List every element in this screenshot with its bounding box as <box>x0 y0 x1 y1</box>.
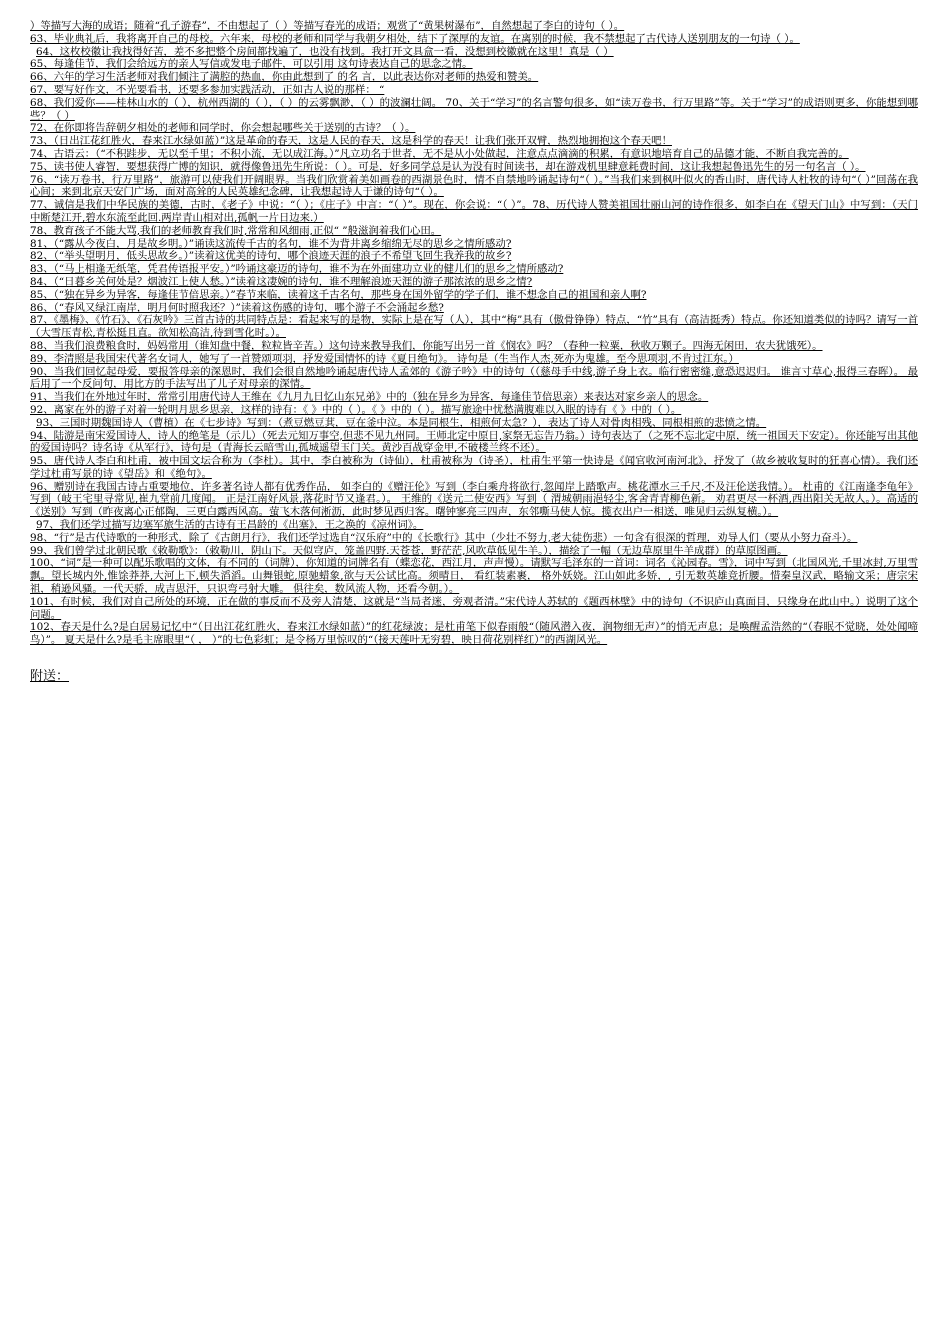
question-94: 94、陆游是南宋爱国诗人，诗人的绝笔是（示儿）（死去元知万事空,但悲不见九州同。王师北定中原日,家祭无忘告乃翁。）诗句表达了（之死不忘北定中原，统一祖国天下安定）。你还能写出其他的爱国诗吗？诗名诗《从军行》，诗句是（青海长云暗雪山,孤城遥望玉门关。黄沙百战穿金甲,不破楼兰终不还）。 <box>30 429 918 455</box>
question-95: 95、唐代诗人李白和杜甫，被中国文坛合称为（李杜）。其中，李白被称为（诗仙），杜甫被称为（诗圣），杜甫生平第一快诗是《闻官收河南河北》，抒发了（故乡被收复时的狂喜心情）。我们还学过杜甫写景的诗《望岳》和《绝句》。 <box>30 455 918 480</box>
question-82: 82、（“举头望明月，低头思故乡。）”读着这优美的诗句，哪个浪迹天涯的浪子不希望飞回生我养我的故乡? <box>30 250 512 263</box>
question-77: 77、诚信是我们中华民族的美德，古时，《老子》中说：“（ ）；《庄子》中言：“（ ）”。现在，你会说：“（ ）”。78、历代诗人赞美祖国壮丽山河的诗作很多，如李白在《望天门山》中写到：（天门中断楚江开,碧水东流至此回.两岸青山相对出,孤帆一片日边来.） <box>30 199 918 224</box>
question-76: 76、“读万卷书，行万里路”，旅游可以使我们开阔眼界。当我们欣赏着美如画卷的西湖景色时，情不自禁地吟诵起诗句“（ ）。”当我们来到枫叶似火的香山时，唐代诗人杜牧的诗句“（ ）”回荡在我心间；来到北京天安门广场，面对高耸的人民英雄纪念碑，让我想起诗人于谦的诗句“（ ）。 <box>30 173 918 199</box>
question-96: 96、赠别诗在我国古诗占重要地位，许多著名诗人都有优秀作品， 如李白的《赠汪伦》写到（李白乘舟将欲行,忽闻岸上踏歌声。桃花潭水三千尺,不及汪伦送我情。）。 杜甫的《江南逢李龟年》写到（岐王宅里寻常见,崔九堂前几度闻。 正是江南好风景,落花时节又逢君。）。 王维的《送元二使安西》写到（ 渭城朝雨浥轻尘,客舍青青柳色新。 劝君更尽一杯酒,西出阳关无故人。）。高适的《送别》写到（昨夜离心正郁陶，三更白露西风高。萤飞木落何淅沥，此时梦见西归客。曙钟寥亮三四声，东邻嘶马使人惊。揽衣出户一相送，唯见归云纵复横。）。 <box>30 480 918 519</box>
question-73: 73、（日出江花红胜火，春来江水绿如蓝）”这是革命的春天，这是人民的春天，这是科学的春天！让我们张开双臂，热烈地拥抱这个春天吧！ <box>30 135 672 148</box>
question-84: 84、（“日暮乡关何处是？烟波江上使人愁。）”读着这凄婉的诗句，谁不理解浪迹天涯的游子那浓浓的思乡之情? <box>30 275 533 288</box>
question-99: 99、我们曾学过北朝民歌《敕勒歌》：（敕勒川，阴山下。天似穹庐，笼盖四野.天苍苍，野茫茫,风吹草低见牛羊。），描绘了一幅（无边草原里牛羊成群）的草原图画。 <box>30 544 788 557</box>
question-66: 66、六年的学习生活老师对我们倾注了满腔的热血，你由此想到了 的名 言，以此表达你对老师的热爱和赞美。 <box>30 71 539 84</box>
question-81: 81、（“露从今夜白，月是故乡明。）”诵读这流传千古的名句，谁不为背井离乡缩绵无尽的思乡之情所感动? <box>30 237 512 250</box>
document-page <box>30 20 918 685</box>
question-78: 78、教育孩子不能大骂,我们的老师教育我们时,常常和风细雨,正似“ ”般滋润着我们心田。 <box>30 224 442 237</box>
question-72: 72、在你即将告辞朝夕相处的老师和同学时，你会想起哪些关于送别的古诗？（ ）。 <box>30 122 416 135</box>
question-75: 75、读书使人睿智，要想获得广博的知识，就得像鲁迅先生所说：（ ）。可是，好多同学总是认为没有时间读书，却在游戏机里肆意耗费时间，这让我想起鲁迅先生的另一句名言（ ）。 <box>30 160 866 173</box>
question-62-continued: ）等描写大海的成语；随着“孔子游春”，不由想起了（ ）等描写春光的成语；观赏了“黄果树瀑布”，自然想起了李白的诗句（ ）。 <box>30 20 625 32</box>
question-83: 83、（“马上相逢无纸笔，凭君传语报平安。）”吟诵这豪迈的诗句，谁不为在外面建功立业的健儿们的思乡之情所感动? <box>30 263 564 276</box>
question-92: 92、离家在外的游子对着一轮明月思乡思亲，这样的诗有：《 》中的（ ）。《 》中的（ ）。描写旅途中忧愁满腹难以入眠的诗有《 》中的（ ）。 <box>30 403 682 416</box>
question-102: 102、春天是什么?是白居易记忆中“（日出江花红胜火，春来江水绿如蓝）”的红花绿波；是杜甫笔下似春雨般“（随风潜入夜，润物细无声）”的悄无声息；是唤醒孟浩然的“（春眠不觉晓，处处闻啼鸟）”。 夏天是什么?是毛主席眼里“（ ， ）”的七色彩虹；是令杨万里惊叹的“（接天莲叶无穷碧，映日荷花别样红）”的西湖风光。 <box>30 621 918 647</box>
question-100: 100、“词”是一种可以配乐歌唱的文体，有不同的（词牌），你知道的词牌名有（蝶恋花，西江月，声声慢）。请默写毛泽东的一首词：词名《沁园春。雪》，词中写到（北国风光,千里冰封,万里雪飘。望长城内外,惟馀莽莽,大河上下,顿失滔滔。山舞银蛇,原驰蜡象,欲与天公试比高。须晴日， 看红装素裹， 格外妖娆。江山如此多娇，, 引无数英雄竞折腰。惜秦皇汉武，略输文采；唐宗宋祖，稍逊风骚。一代天骄，成吉思汗，只识弯弓射大雕。 俱往矣，数风流人物，还看今朝。）。 <box>30 557 918 596</box>
question-74: 74、古语云：（“不积跬步，无以至千里；不积小流，无以成江海。）”凡立功名于世者，无不是从小处做起，注意点点滴滴的积累，有意识地培育自己的品德才能，不断自我完善的。 <box>30 147 849 160</box>
question-65: 65、每逢佳节，我们会给远方的亲人写信或发电子邮件，可以引用 这句诗表达自己的思念之情。 <box>30 58 473 71</box>
question-101: 101、有时候，我们对自己所处的环境，正在做的事反而不及旁人清楚，这就是“当局者迷，旁观者清。”宋代诗人苏轼的《题西林壁》中的诗句（不识庐山真面目，只缘身在此山中。）说明了这个问题。 <box>30 595 918 621</box>
question-63: 63、毕业典礼后，我将离开自己的母校。六年来，母校的老师和同学与我朝夕相处，结下了深厚的友谊。在离别的时候，我不禁想起了古代诗人送别朋友的一句诗（ ）。 <box>30 32 800 45</box>
attachment-label: 附送： <box>30 669 70 685</box>
question-86: 86、（“春风又绿江南岸，明月何时照我还？）”读着这伤感的诗句，哪个游子不会涌起乡愁? <box>30 301 444 314</box>
question-93: 93、三国时期魏国诗人（曹植）在《七步诗》写到：（煮豆燃豆萁，豆在釜中泣。本是同根生，相煎何太急？），表达了诗人对骨肉相残、同根相煎的悲愤之情。 <box>36 416 767 429</box>
question-90: 90、当我们回忆起母爱，要报答母亲的深恩时，我们会很自然地吟诵起唐代诗人孟郊的《游子吟》中的诗句（（慈母手中线,游子身上衣。临行密密缝,意恐迟迟归。 谁言寸草心,报得三春晖）。 最后用了一个反问句，用比方的手法写出了儿子对母亲的深情。 <box>30 365 918 391</box>
question-68-70: 68、我们爱你——桂林山水的（ ），杭州西湖的（ ），（ ）的云雾飘渺，（ ）的波澜壮阔。 70、关于“学习”的名言警句很多，如“读万卷书，行万里路”等。关于“学习”的成语则更多，你能想到哪些？（ ） <box>30 96 918 122</box>
question-89: 89、李清照是我国宋代著名女词人，她写了一首赞颂项羽，抒发爱国情怀的诗《夏日绝句》。 诗句是（生当作人杰,死亦为鬼雄。至今思项羽,不肯过江东。） <box>30 352 739 365</box>
question-98: 98、“行”是古代诗歌的一种形式，除了《古朗月行》，我们还学过选自“汉乐府”中的《长歌行》其中（少壮不努力,老大徒伤悲）一句含有很深的哲理，劝导人们（要从小努力奋斗）。 <box>30 531 858 544</box>
question-67: 67、要写好作文，不光要看书，还要多参加实践活动，正如古人说的那样： “ <box>30 83 385 96</box>
question-87: 87、《墨梅》、《竹石》、《石灰吟》三首古诗的共同特点是：看起来写的是物，实际上是在写（人），其中“梅”具有（傲骨铮铮）特点，“竹”具有（高洁挺秀）特点。你还知道类似的诗吗？请写一首（大雪压青松,青松挺且直。欲知松高洁,待到雪化时。）。 <box>30 314 918 340</box>
question-88: 88、当我们浪费粮食时，妈妈常用（谁知盘中餐，粒粒皆辛苦。）这句诗来教导我们，你能写出另一首《悯农》吗？（春种一粒粟，秋收万颗子。四海无闲田，农夫犹饿死）。 <box>30 339 823 352</box>
question-91: 91、当我们在外地过年时，常常引用唐代诗人王维在《九月九日忆山东兄弟》中的（独在异乡为异客，每逢佳节倍思亲）来表达对家乡亲人的思念。 <box>30 391 709 404</box>
question-64: 64、这枚校徽让我找得好苦，差不多把整个房间都找遍了，也没有找到。我打开文具盒一看，没想到校徽就在这里！真是（ ） <box>36 45 614 58</box>
question-85: 85、（“独在异乡为异客，每逢佳节倍思亲。）”春节来临，读着这千古名句，那些身在国外留学的学子们，谁不想念自己的祖国和亲人啊? <box>30 288 647 301</box>
question-97: 97、我们还学过描写边塞军旅生活的古诗有王昌龄的《出塞》，王之涣的《凉州词》。 <box>36 519 424 532</box>
